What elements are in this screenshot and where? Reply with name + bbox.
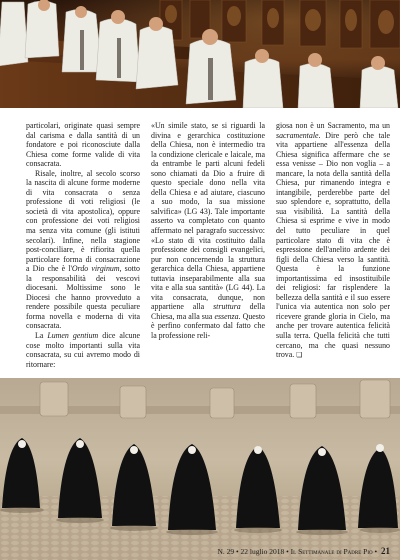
page-number: 21 xyxy=(381,546,390,556)
text: . Questo è perfino confermato dal fatto che la professione reli- xyxy=(151,311,265,341)
issue-info: N. 29 • 22 luglio 2018 • xyxy=(217,547,289,556)
italic-term: struttura xyxy=(213,302,241,312)
column-2 xyxy=(151,121,265,341)
text: Risale, inoltre, al secolo scorso la nascita di alcune forme moderne di vita consacrata o senza professione di voti religiosi (le società di vita apostolica), oppure con professione dei voti religiosi ma senza vita comune (gli istituti secolari). Infine, nella stagione post-conciliare, è rifiorita quella particolare forma di consacrazione a Dio che è l' xyxy=(26,168,140,274)
monks-choir-photo xyxy=(0,0,400,108)
paragraph xyxy=(26,331,140,369)
publication-name: Il Settimanale di Padre Pio xyxy=(290,547,373,556)
column-1 xyxy=(26,121,140,369)
article-body xyxy=(26,121,390,381)
paragraph xyxy=(151,121,265,341)
text: La xyxy=(35,331,48,341)
column-3 xyxy=(276,121,390,361)
text: giosa non è un Sacramento, ma un xyxy=(276,121,390,130)
text: . Dire però che tale vita appartiene all'essenza della Chiesa significa affermare che se essa venisse – Dio non voglia – a mancare, la nota della santità della Chiesa, pur rimanendo integra e intangibile, perderebbe parte del suo splendore e, soprattutto, della sua visibilità. La santità della Chiesa si esprime e vive in modo del tutto peculiare in quel particolare stato di vita che è espressione dell'anelito ardente dei figli della Chiesa verso la santità. Questa è la funzione importantissima ed insostituibile dei religiosi: far risplendere la bellezza della santità e il suo essere l'unica via autentica non solo per ricevere grande gloria in Cielo, ma anche per trovare autentica felicità sulla terra. Quella felicità che tutti cercano, ma che quasi nessuno trova. xyxy=(276,130,390,360)
footer-separator: • xyxy=(374,547,378,556)
text: della Chiesa, ma alla sua xyxy=(151,302,265,321)
paragraph xyxy=(276,121,390,361)
text: particolari, originate quasi sempre dal carisma e dalla santità di un fondatore e poi riconosciute dalla Chiesa come forme valide di vita consacrata. xyxy=(26,121,140,169)
end-mark-icon: ❏ xyxy=(296,351,303,360)
text: dice alcune cose molto importanti sulla vita consacrata, su cui avremo modo di ritornare: xyxy=(26,331,141,369)
page-footer xyxy=(217,546,390,556)
italic-term: Ordo virginum xyxy=(71,264,120,274)
text: , sotto la responsabilità dei vescovi diocesani. Moltissime sono le Diocesi che hanno provveduto a rendere possibile questa peculiare forma novella e moderna di vita consacrata. xyxy=(26,264,140,331)
italic-term: sacramentale xyxy=(276,130,319,140)
nuns-procession-photo xyxy=(0,378,400,560)
italic-term: Lumen gentium xyxy=(47,331,99,341)
italic-term: essenza xyxy=(214,311,239,321)
text: «Un simile stato, se si riguardi la divina e gerarchica costituzione della Chiesa, non è intermedio tra la condizione clericale e laicale, ma da entrambe le parti alcuni fedeli sono chiamati da Dio a fruire di questo speciale dono nella vita della Chiesa e ad aiutare, ciascuno a suo modo, la sua missione salvifica» (LG 43). Tale importante asserto va completato con quanto affermato nel paragrafo successivo: «Lo stato di vita costituito dalla professione dei consigli evangelici, pur non concernendo la struttura gerarchica della Chiesa, appartiene tuttavia inseparabilmente alla sua vita e alla sua santità» (LG 44). La vita consacrata, dunque, non appartiene alla xyxy=(151,121,265,312)
paragraph xyxy=(26,169,140,331)
paragraph xyxy=(26,121,140,169)
